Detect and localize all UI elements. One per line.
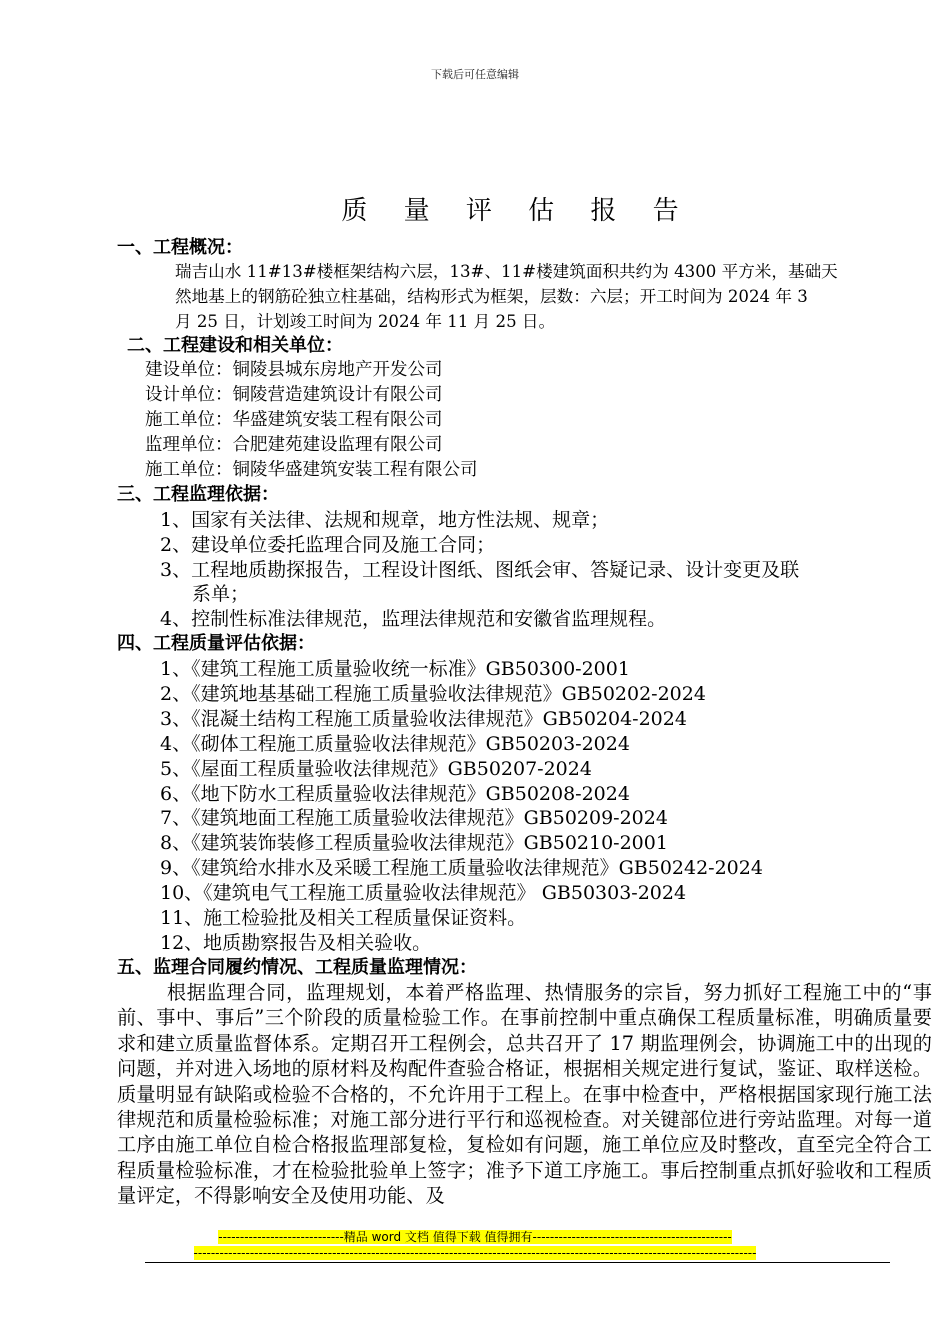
section-3-heading: 三、工程监理依据： [117,484,279,505]
basis-item-continued: 系单； [192,583,250,605]
standard-item: 9、《建筑给水排水及采暖工程施工质量验收法律规范》GB50242-2024 [160,857,763,879]
standard-item: 2、《建筑地基基础工程施工质量验收法律规范》GB50202-2024 [160,683,706,705]
footer-banner-line-2: ---------------------------------------------------------------------------------------------------------------------------------- [193,1246,757,1260]
standard-item: 4、《砌体工程施工质量验收法律规范》GB50203-2024 [160,733,630,755]
unit-item: 建设单位：铜陵县城东房地产开发公司 [145,360,443,380]
standard-item: 11、施工检验批及相关工程质量保证资料。 [160,907,527,929]
standard-item: 7、《建筑地面工程施工质量验收法律规范》GB50209-2024 [160,807,668,829]
header-note: 下载后可任意编辑 [431,68,519,81]
section-5-paragraph: 根据监理合同，监理规划，本着严格监理、热情服务的宗旨，努力抓好工程施工中的“事前、事中、事后”三个阶段的质量检验工作。在事前控制中重点确保工程质量标准，明确质量要求和建立质量监督体系。定期召开工程例会，总共召开了 17 期监理例会，协调施工中的出现的问题，并对进入场地的原材料及构配件查验合格证，根据相关规定进行复试，鉴证、取样送检。质量明显有缺陷或检验不合格的，不允许用于工程上。在事中检查中，严格根据国家现行施工法律规范和质量检验标准；对施工部分进行平行和巡视检查。对关键部位进行旁站监理。对每一道工序由施工单位自检合格报监理部复检，复检如有问题，施工单位应及时整改，直至完全符合工程质量检验标准，才在检验批验单上签字；准予下道工序施工。事后控制重点抓好验收和工程质量评定，不得影响安全及使用功能、及 [117,981,932,1208]
footer-banner [0,1230,950,1244]
section-4-heading: 四、工程质量评估依据： [117,633,315,654]
footer-rule [145,1262,890,1263]
standard-item: 5、《屋面工程质量验收法律规范》GB50207-2024 [160,758,592,780]
standard-item: 12、地质勘察报告及相关验收。 [160,932,432,954]
section-1-line-1: 瑞吉山水 11#13#楼框架结构六层，13#、11#楼建筑面积共约为 4300 平方米，基础天 [175,262,838,281]
basis-item: 2、建设单位委托监理合同及施工合同； [160,534,496,556]
standard-item: 1、《建筑工程施工质量验收统一标准》GB50300-2001 [160,658,630,680]
standard-item: 3、《混凝土结构工程施工质量验收法律规范》GB50204-2024 [160,708,687,730]
section-1-line-2: 然地基上的钢筋砼独立柱基础，结构形式为框架，层数：六层；开工时间为 2024 年 3 [175,287,808,306]
standard-item: 10、《建筑电气工程施工质量验收法律规范》 GB50303-2024 [160,882,687,904]
unit-item: 监理单位：合肥建苑建设监理有限公司 [145,435,443,455]
section-1-heading: 一、工程概况： [117,237,243,258]
document-title: 质 量 评 估 报 告 [341,196,693,226]
unit-item: 施工单位：华盛建筑安装工程有限公司 [145,410,443,430]
standard-item: 8、《建筑装饰装修工程质量验收法律规范》GB50210-2001 [160,832,668,854]
section-5-heading: 五、监理合同履约情况、工程质量监理情况： [117,957,477,978]
section-1-line-3: 月 25 日，计划竣工时间为 2024 年 11 月 25 日。 [175,312,556,331]
basis-item: 4、控制性标准法律规范，监理法律规范和安徽省监理规程。 [160,608,667,630]
unit-item: 施工单位：铜陵华盛建筑安装工程有限公司 [145,460,478,480]
section-2-heading: 二、工程建设和相关单位： [127,335,343,356]
standard-item: 6、《地下防水工程质量验收法律规范》GB50208-2024 [160,783,630,805]
basis-item: 1、国家有关法律、法规和规章，地方性法规、规章； [160,509,610,531]
unit-item: 设计单位：铜陵营造建筑设计有限公司 [145,385,443,405]
footer-divider-dashes [0,1246,950,1260]
basis-item: 3、工程地质勘探报告，工程设计图纸、图纸会审、答疑记录、设计变更及联 [160,559,800,581]
footer-banner-line-1: -----------------------------精品 word 文档 值得下载 值得拥有---------------------------------------------- [218,1230,732,1244]
